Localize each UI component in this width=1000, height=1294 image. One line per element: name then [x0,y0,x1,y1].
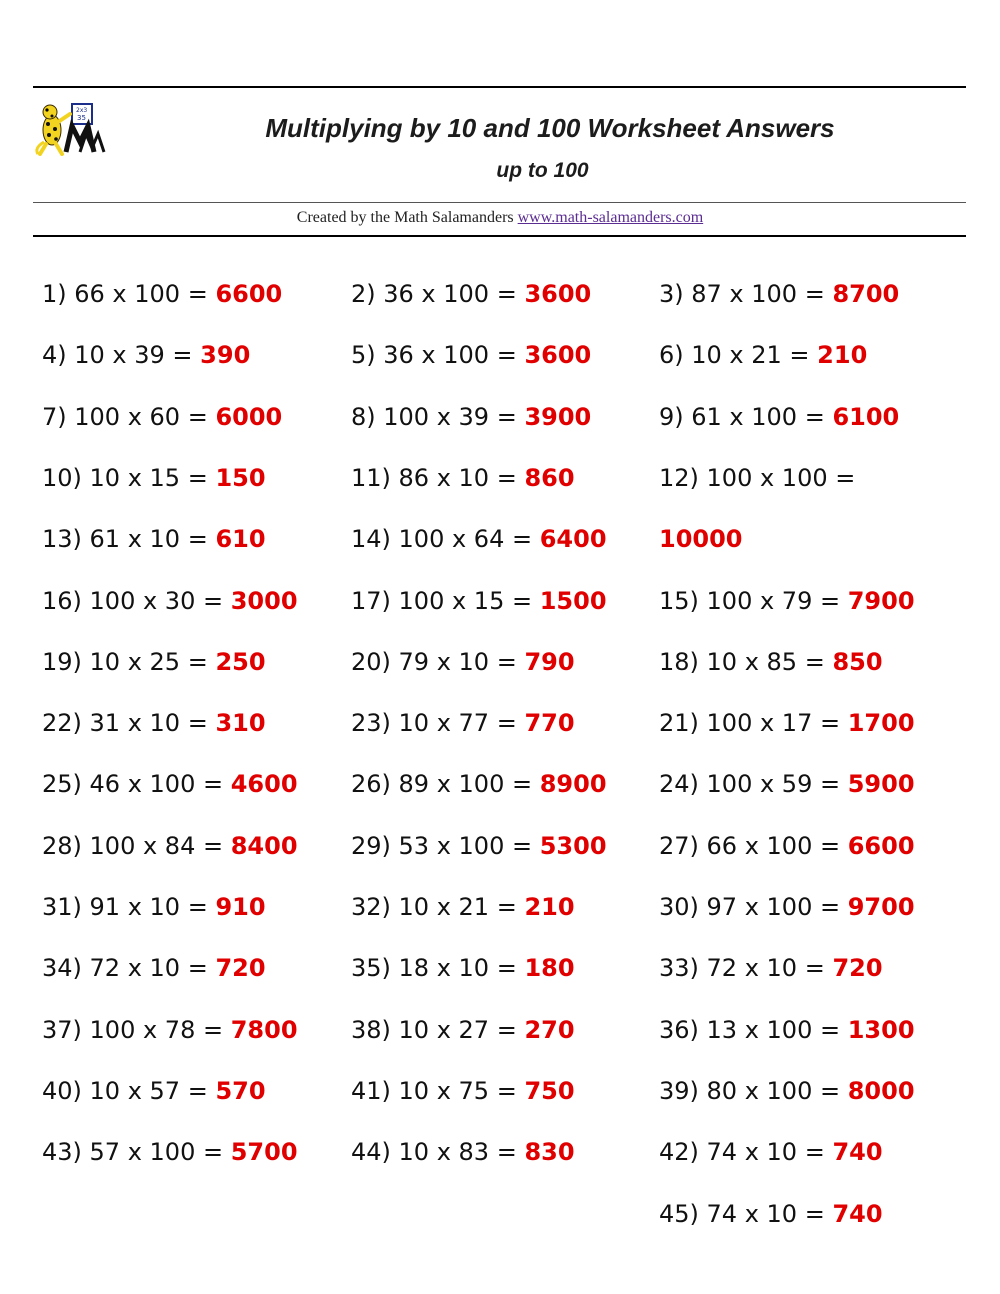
problem-item [42,708,266,738]
problem-answer: 6100 [832,402,900,431]
problem-answer: 610 [215,525,266,554]
problem-question: 25) 46 x 100 = [42,770,231,799]
problem-question: 30) 97 x 100 = [659,893,848,921]
credit-text: Created by the Math Salamanders [296,209,518,226]
problem-question: 15) 100 x 79 = [659,586,848,615]
problem-answer: 3600 [524,280,592,308]
problem-item [351,708,575,738]
website-link[interactable]: www.math-salamanders.com [517,209,704,226]
problem-answer: 1500 [539,586,607,615]
problem-item [42,279,282,309]
problem-question: 20) 79 x 10 = [351,647,525,676]
problem-item [351,402,591,432]
top-rule [33,86,966,88]
problem-question: 8) 100 x 39 = [351,402,525,431]
problem-item [659,892,915,922]
problem-item [351,463,575,493]
problem-question: 45) 74 x 10 = [659,1199,833,1228]
problem-question: 23) 10 x 77 = [351,709,525,738]
problem-item [351,279,591,309]
problem-item [659,1076,915,1106]
problem-item [351,647,575,677]
problem-answer: 8000 [847,1076,915,1105]
problem-answer: 180 [524,954,575,983]
problem-question: 37) 100 x 78 = [42,1015,231,1044]
problem-item [42,831,298,861]
problem-question: 14) 100 x 64 = [351,525,540,554]
problem-item [42,1137,298,1167]
problem-answer: 860 [524,463,575,492]
problem-question: 16) 100 x 30 = [42,586,231,615]
problem-answer: 390 [200,341,251,370]
problem-answer: 5700 [230,1138,298,1167]
problem-answer: 6600 [847,831,915,860]
problem-item [659,953,883,983]
problem-item [659,463,863,493]
problem-answer: 720 [832,954,883,983]
credit-line [0,209,1000,227]
problem-item [42,647,266,677]
problem-answer: 910 [215,893,266,921]
problem-question: 44) 10 x 83 = [351,1138,525,1167]
page-subtitle: up to 100 [496,159,589,182]
problem-item [42,340,250,370]
problem-answer: 8400 [230,831,298,860]
problem-question: 11) 86 x 10 = [351,463,525,492]
problem-question: 35) 18 x 10 = [351,954,525,983]
header-divider [33,202,966,203]
problem-item [351,1137,575,1167]
problem-question: 6) 10 x 21 = [659,341,818,370]
problem-question: 29) 53 x 100 = [351,831,540,860]
problem-answer: 210 [524,893,575,921]
problem-question: 33) 72 x 10 = [659,954,833,983]
problem-answer: 250 [215,647,266,676]
problem-question: 13) 61 x 10 = [42,525,216,554]
problem-item [351,1076,575,1106]
problem-question: 38) 10 x 27 = [351,1015,525,1044]
problem-question: 2) 36 x 100 = [351,280,525,308]
problem-item [659,586,915,616]
problem-answer: 3900 [524,402,592,431]
page-title: Multiplying by 10 and 100 Worksheet Answers [265,113,835,143]
problem-question: 41) 10 x 75 = [351,1076,525,1105]
problem-item [351,1015,575,1045]
problem-question: 12) 100 x 100 = [659,463,863,492]
problem-question: 27) 66 x 100 = [659,831,848,860]
problem-answer: 5300 [539,831,607,860]
problem-item [659,340,867,370]
problem-item [351,586,607,616]
problem-question: 9) 61 x 100 = [659,402,833,431]
problem-answer: 790 [524,647,575,676]
svg-text:2x3: 2x3 [76,107,88,114]
problem-item [659,769,915,799]
problem-item [42,586,298,616]
problem-item [659,647,883,677]
problem-answer: 740 [832,1138,883,1167]
problem-item [659,279,899,309]
problem-answer: 10000 [659,525,743,554]
problem-answer: 850 [832,647,883,676]
problem-answer: 270 [524,1015,575,1044]
problem-question: 17) 100 x 15 = [351,586,540,615]
problem-question: 24) 100 x 59 = [659,770,848,799]
problem-item [659,1199,883,1229]
problem-question: 36) 13 x 100 = [659,1015,848,1044]
problem-answer-wrapped [659,524,743,554]
problem-item [351,340,591,370]
problem-question: 4) 10 x 39 = [42,341,201,370]
problem-question: 22) 31 x 10 = [42,709,216,738]
problem-answer: 7800 [230,1015,298,1044]
problem-question: 28) 100 x 84 = [42,831,231,860]
problem-answer: 8900 [539,770,607,799]
problem-item [351,524,607,554]
problem-answer: 1300 [847,1015,915,1044]
problem-item [42,463,266,493]
problem-question: 26) 89 x 100 = [351,770,540,799]
problem-answer: 7900 [847,586,915,615]
problem-item [659,708,915,738]
problem-answer: 6600 [215,280,283,308]
problem-question: 1) 66 x 100 = [42,280,216,308]
problem-question: 21) 100 x 17 = [659,709,848,738]
problem-question: 42) 74 x 10 = [659,1138,833,1167]
problem-item [351,831,607,861]
problem-answer: 770 [524,709,575,738]
problem-item [42,524,266,554]
problem-item [659,1137,883,1167]
problem-item [42,1015,298,1045]
problem-question: 7) 100 x 60 = [42,402,216,431]
problem-question: 40) 10 x 57 = [42,1076,216,1105]
problem-item [659,1015,915,1045]
problem-item [351,769,607,799]
problem-answer: 6000 [215,402,283,431]
problem-question: 5) 36 x 100 = [351,341,525,370]
problem-answer: 1700 [847,709,915,738]
problem-item [42,953,266,983]
problem-question: 10) 10 x 15 = [42,463,216,492]
problem-item [351,892,575,922]
content-divider [33,235,966,237]
problem-question: 32) 10 x 21 = [351,893,525,921]
problem-answer: 6400 [539,525,607,554]
problem-answer: 8700 [832,280,900,308]
problem-answer: 4600 [230,770,298,799]
problem-answer: 720 [215,954,266,983]
problem-item [659,831,915,861]
problem-answer: 210 [817,341,868,370]
problem-item [42,402,282,432]
problem-question: 18) 10 x 85 = [659,647,833,676]
problem-question: 43) 57 x 100 = [42,1138,231,1167]
problem-question: 34) 72 x 10 = [42,954,216,983]
problem-answer: 310 [215,709,266,738]
problem-item [42,892,266,922]
problem-answer: 9700 [847,893,915,921]
problem-answer: 3600 [524,341,592,370]
problem-answer: 5900 [847,770,915,799]
problem-question: 31) 91 x 10 = [42,893,216,921]
problem-answer: 570 [215,1076,266,1105]
svg-text:35: 35 [77,114,86,122]
problem-answer: 740 [832,1199,883,1228]
problem-item [659,402,899,432]
problem-question: 3) 87 x 100 = [659,280,833,308]
problem-item [42,769,298,799]
problem-item [42,1076,266,1106]
math-salamanders-logo [32,102,106,156]
problem-answer: 830 [524,1138,575,1167]
problem-answer: 750 [524,1076,575,1105]
problem-answer: 3000 [230,586,298,615]
problem-question: 19) 10 x 25 = [42,647,216,676]
problem-answer: 150 [215,463,266,492]
problem-item [351,953,575,983]
problem-question: 39) 80 x 100 = [659,1076,848,1105]
